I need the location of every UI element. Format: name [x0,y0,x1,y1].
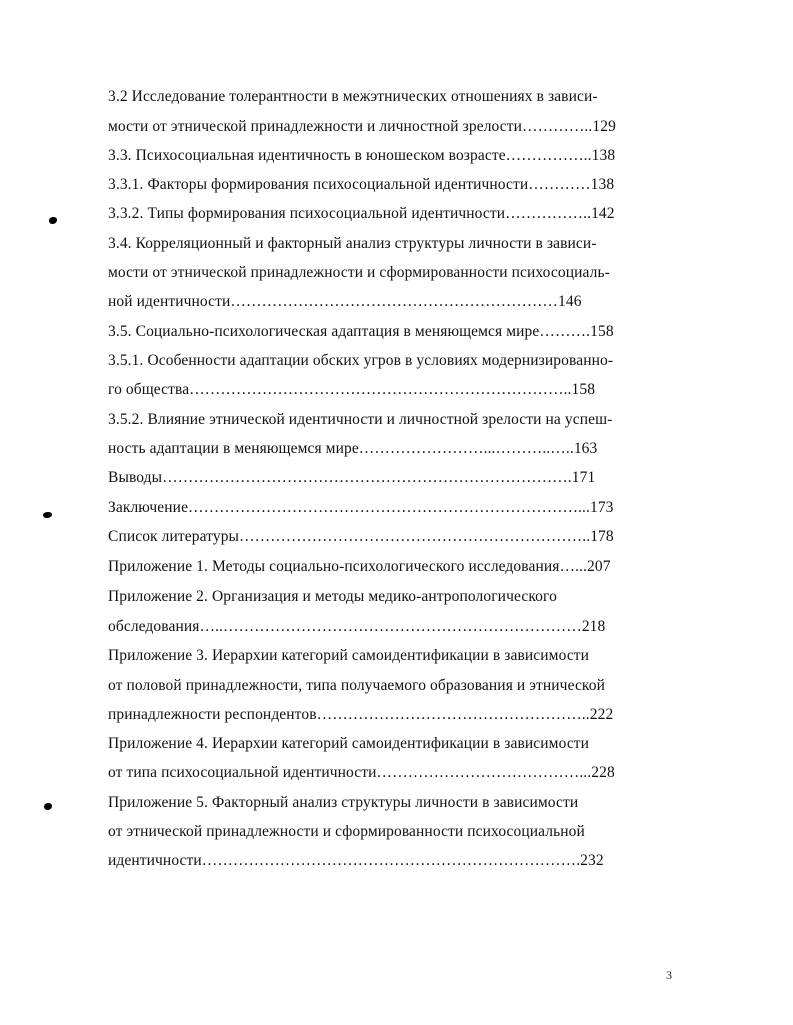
toc-line: идентичности……………………………………………………………….232 [108,852,604,869]
toc-line: 3.3. Психосоциальная идентичность в юношеском возрасте……………..138 [108,147,616,164]
toc-line: 3.2 Исследование толерантности в межэтнических отношениях в зависи- [108,88,598,105]
toc-line: Выводы…………………………………………………………………….171 [108,469,596,486]
toc-line: обследования…..……………………………………………………………218 [108,618,606,635]
scan-speck [44,803,52,810]
toc-line: 3.5.1. Особенности адаптации обских угров в условиях модернизированно- [108,352,614,369]
scan-speck [43,512,52,518]
toc-line: го общества………………………………………………………………..158 [108,381,596,398]
toc-line: мости от этнической принадлежности и личностной зрелости…………..129 [108,118,616,135]
toc-line: ной идентичности………………………………………………………146 [108,293,582,310]
page-number: 3 [666,968,672,982]
toc-line: Список литературы…………………………………………………………..178 [108,528,614,545]
toc-line: от этнической принадлежности и сформированности психосоциальной [108,823,585,840]
toc-line: Приложение 5. Факторный анализ структуры личности в зависимости [108,794,579,811]
toc-line: Заключение…………………………………………………………………...173 [108,499,614,516]
toc-line: от типа психосоциальной идентичности…………………………………...228 [108,764,615,781]
toc-line: 3.5. Социально-психологическая адаптация в меняющемся мире……….158 [108,323,614,340]
toc-line: от половой принадлежности, типа получаемого образования и этнической [108,677,606,694]
scan-speck [49,217,57,224]
toc-line: Приложение 2. Организация и методы медико-антропологического [108,588,557,605]
toc-line: Приложение 4. Иерархии категорий самоидентификации в зависимости [108,735,590,752]
toc-line: Приложение 3. Иерархии категорий самоидентификации в зависимости [108,647,590,664]
toc-line: принадлежности респондентов……………………………………………..222 [108,706,614,723]
toc-line: 3.3.1. Факторы формирования психосоциальной идентичности…………138 [108,176,615,193]
toc-line: мости от этнической принадлежности и сформированности психосоциаль- [108,264,610,281]
toc-line: Приложение 1. Методы социально-психологического исследования…...207 [108,558,611,575]
toc-line: 3.4. Корреляционный и факторный анализ структуры личности в зависи- [108,235,597,252]
toc-line: 3.3.2. Типы формирования психосоциальной идентичности……………..142 [108,205,615,222]
toc-line: ность адаптации в меняющемся мире……………………...………..…..163 [108,440,598,457]
toc-line: 3.5.2. Влияние этнической идентичности и личностной зрелости на успеш- [108,411,613,428]
